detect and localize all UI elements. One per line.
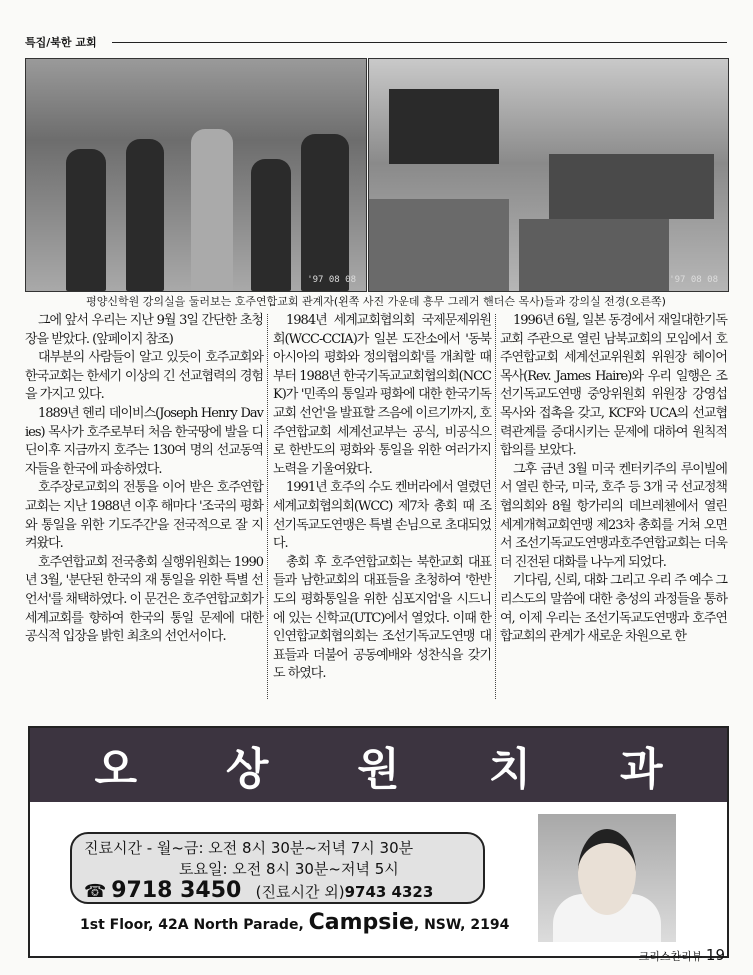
ad-title-char: 상 <box>225 744 269 795</box>
column-divider <box>267 314 268 699</box>
dental-clinic-ad <box>28 726 729 958</box>
paragraph: 1984년 세계교회협의회 국제문제위원회(WCC-CCIA)가 일본 도잔소에서 '동북아시아의 평화와 정의협의회'를 개최할 때부터 1988년 한국기독교교회협의회(NCCK)가 '민족의 통일과 평화에 대한 한국기독교회 선언'을 발표할 즈음에 이르기까지, 호주연합교회 세계선교부는 공식, 비공식으로 한반도의 평화와 통일을 위한 여러가지 노력을 기울여왔다. <box>273 313 491 477</box>
article-column-2 <box>273 312 491 684</box>
paragraph: 1991년 호주의 수도 켄버라에서 열렸던 세계교회협의회(WCC) 제7차 총회 때 조선기독교도연맹은 특별 손님으로 초대되었다. <box>273 480 491 552</box>
hours-saturday: 토요일: 오전 8시 30분~저녁 5시 <box>179 860 399 878</box>
page-footer <box>639 946 725 964</box>
article-column-1 <box>25 312 263 647</box>
paragraph: 그에 앞서 우리는 지난 9월 3일 간단한 초청장을 받았다. (앞페이지 참조) <box>25 313 263 347</box>
address-city: Campsie <box>308 910 414 935</box>
page-number: 19 <box>705 946 725 964</box>
photo-caption: 평양신학원 강의실을 둘러보는 호주연합교회 관계자(왼쪽 사진 가운데 흥무 그레거 핸더슨 목사)들과 강의실 전경(오른쪽) <box>86 295 666 308</box>
hours-weekday: 진료시간 - 월~금: 오전 8시 30분~저녁 7시 30분 <box>84 839 414 857</box>
ad-title-char: 오 <box>94 744 137 795</box>
paragraph: 총회 후 호주연합교회는 북한교회 대표들과 남한교회의 대표들을 초청하여 '한반도의 평화통일을 위한 심포지엄'을 시드니에 있는 신학교(UTC)에서 열었다. 이때 한인연합교회협의회는 조선기독교도연맹 대표들과 더불어 공동예배와 성찬식을 갖기도 하였다. <box>273 554 491 682</box>
paragraph: 호주장로교회의 전통을 이어 받은 호주연합교회는 지난 1988년 이후 해마다 '조국의 평화와 통일을 위한 기도주간'을 전국적으로 잘 지켜왔다. <box>25 480 263 552</box>
after-hours-phone: 9743 4323 <box>344 883 434 901</box>
ad-title-char: 과 <box>620 744 663 795</box>
phone-number: 9718 3450 <box>111 878 242 903</box>
magazine-name: 크리스찬리뷰 <box>638 950 703 963</box>
article-column-3 <box>500 312 727 647</box>
photo-date-stamp: '97 08 08 <box>307 275 356 285</box>
address-street: 1st Floor, 42A North Parade, <box>80 917 304 933</box>
ad-title <box>30 728 727 802</box>
address-state-postcode: , NSW, 2194 <box>413 917 510 933</box>
after-hours-label: (진료시간 외) <box>255 883 345 901</box>
paragraph: 1996년 6월, 일본 동경에서 재일대한기독교회 주관으로 열린 남북교회의 모임에서 호주연합교회 세계선교위원회 위원장 헤이어 목사(Rev. James Haire)와 우리 일행은 조선기독교도연맹 중앙위원회 위원장 강영섭 목사와 접촉을 갖고, KCF와 UCA의 선교협력관계를 증대시키는 문제에 대하여 원칙적 합의를 보았다. <box>500 313 727 459</box>
paragraph: 그후 금년 3월 미국 켄터키주의 루이빌에서 열린 한국, 미국, 호주 등 3개 국 선교정책협의회와 8월 항가리의 데브레첸에서 열린 세계개혁교회연맹 제23차 총회를 거쳐 오면서 조선기독교도연맹과호주연합교회는 더욱 더 진전된 대화를 나누게 되었다. <box>500 461 727 570</box>
clinic-hours-box <box>70 832 485 904</box>
header-rule <box>112 42 727 43</box>
photo-seminary-visitors <box>25 58 367 292</box>
section-label: 특집/북한 교회 <box>25 36 97 49</box>
dentist-portrait <box>538 814 676 942</box>
paragraph: 기다림, 신뢰, 대화 그리고 우리 주 예수 그리스도의 말씀에 대한 충성의 과정들을 통하여, 이제 우리는 조선기독교도연맹과 호주연합교회의 관계가 새로운 차원으로 한 <box>500 573 727 645</box>
paragraph: 1889년 헨리 데이비스(Joseph Henry Davies) 목사가 호주로부터 처음 한국땅에 발을 디딘이후 지금까지 호주는 130여 명의 선교동역자들을 한국에 파송하였다. <box>25 405 263 477</box>
column-divider <box>495 314 496 699</box>
ad-title-char: 원 <box>357 744 400 795</box>
telephone-icon: ☎ <box>84 881 107 902</box>
photo-date-stamp: '97 08 08 <box>669 275 718 285</box>
paragraph: 대부분의 사람들이 알고 있듯이 호주교회와 한국교회는 한세기 이상의 긴 선교협력의 경험을 가지고 있다. <box>25 350 263 403</box>
clinic-address <box>80 910 509 935</box>
ad-title-char: 치 <box>488 744 532 795</box>
photo-classroom <box>368 58 729 292</box>
paragraph: 호주연합교회 전국총회 실행위원회는 1990년 3월, '분단된 한국의 재 통일을 위한 특별 선언서'를 채택하였다. 이 문건은 호주연합교회가 세계교회를 향하여 한국의 통일 문제에 대한 공식적 입장을 밝힌 최초의 선언서이다. <box>25 554 263 645</box>
